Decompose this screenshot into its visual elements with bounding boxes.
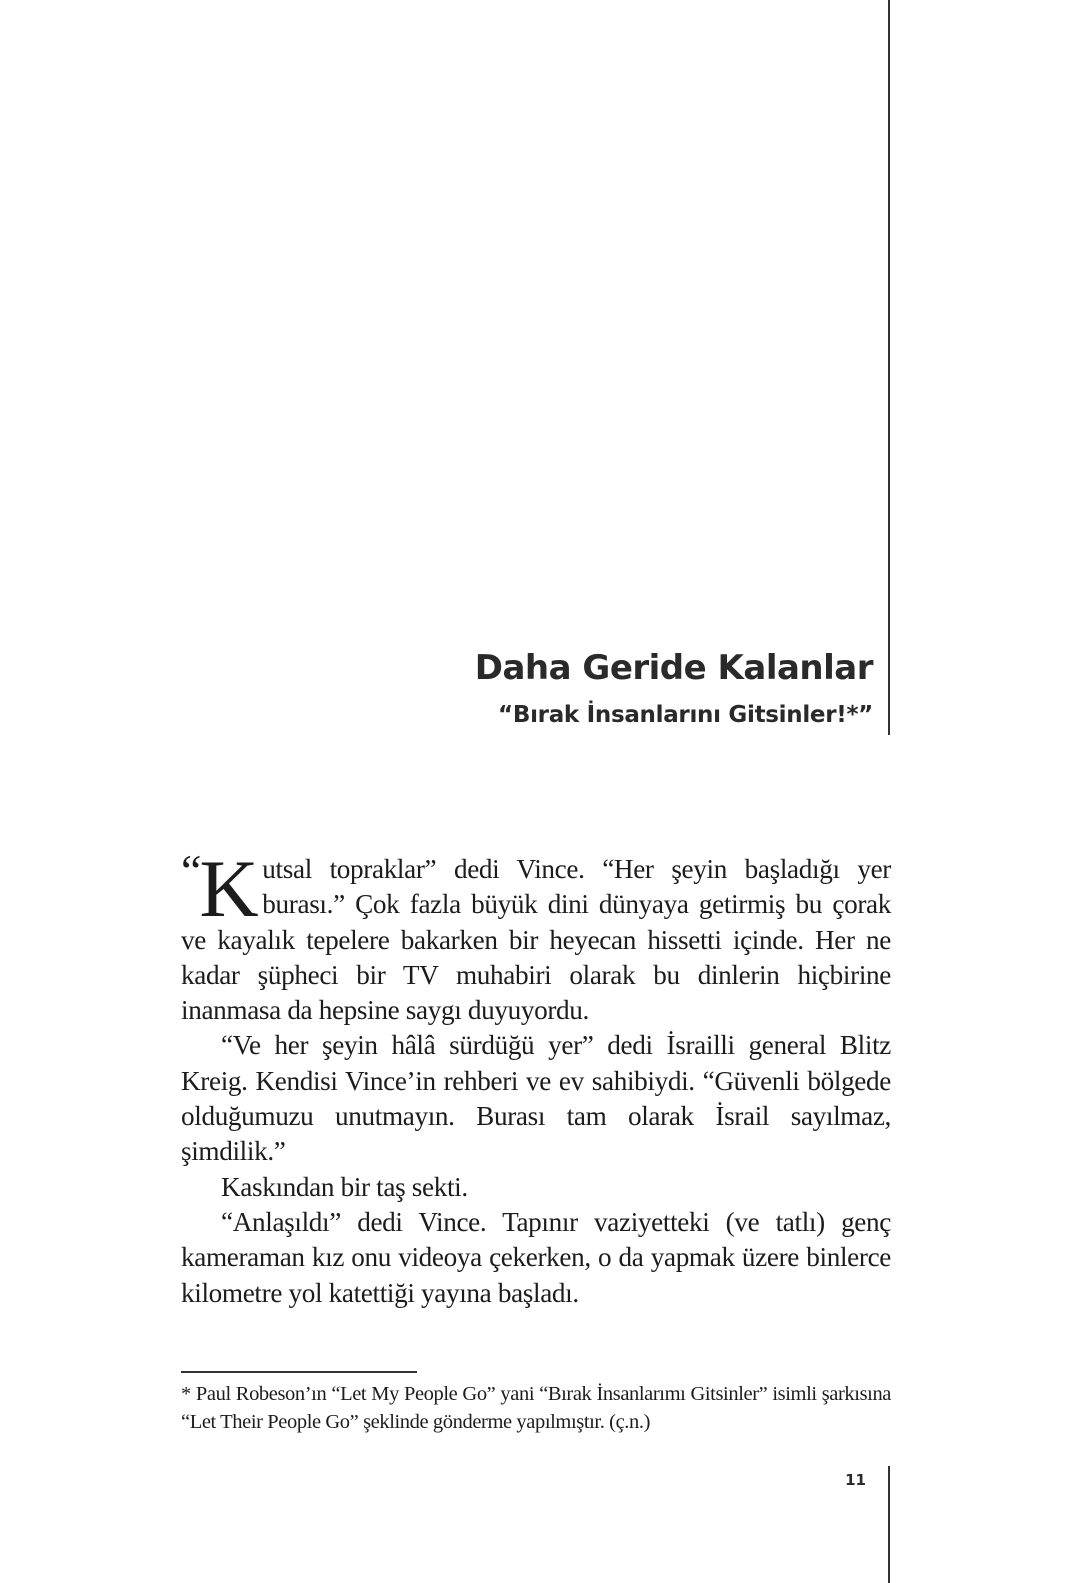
footnote: * Paul Robeson’ın “Let My People Go” yani “Bırak İnsanlarımı Gitsinler” isimli şarkısına “Let Their People Go” şeklinde gönderme yapılmıştır. (ç.n.) <box>181 1383 891 1433</box>
margin-rule-top <box>888 0 890 735</box>
margin-rule-bottom <box>888 1466 890 1583</box>
page-number: 11 <box>845 1471 866 1489</box>
chapter-subtitle: “Bırak İnsanlarını Gitsinler!*” <box>498 702 873 728</box>
drop-cap-quote: “ <box>181 845 198 896</box>
paragraph-4: “Anlaşıldı” dedi Vince. Tapınır vaziyetteki (ve tatlı) genç kameraman kız onu videoya çekerken, o da yapmak üzere binlerce kilometre yol katettiği yayına başladı. <box>181 1206 891 1308</box>
drop-cap <box>181 843 259 934</box>
paragraph-1 <box>181 843 891 1028</box>
footnote-rule <box>181 1371 417 1373</box>
body-text <box>181 843 891 1311</box>
paragraph-3: Kaskından bir taş sekti. <box>221 1171 468 1202</box>
paragraph-2: “Ve her şeyin hâlâ sürdüğü yer” dedi İsrailli general Blitz Kreig. Kendisi Vince’in rehberi ve ev sahibiydi. “Güvenli bölgede olduğumuzu unutmayın. Burası tam olarak İsrail sayılmaz, şimdilik.” <box>181 1030 891 1167</box>
paragraph-1-text: utsal topraklar” dedi Vince. “Her şeyin başladığı yer burası.” Çok fazla büyük dini dünyaya getirmiş bu çorak ve kayalık tepelere bakarken bir heyecan hissetti içinde. Her ne kadar şüpheci bir TV muhabiri olarak bu dinlerin hiçbirine inanmasa da hepsine saygı duyuyordu. <box>181 854 891 1026</box>
drop-cap-letter: K <box>199 843 259 934</box>
chapter-title: Daha Geride Kalanlar <box>474 648 873 688</box>
